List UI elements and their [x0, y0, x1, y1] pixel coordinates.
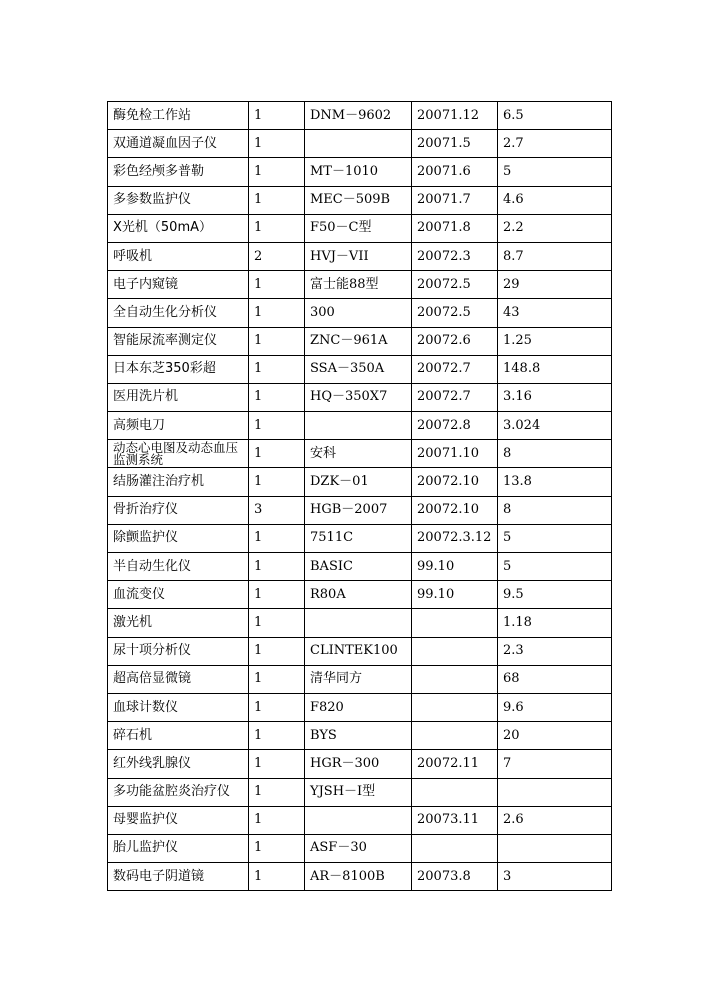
equipment-name-cell: 彩色经颅多普勒	[108, 158, 249, 186]
date-cell: 20071.6	[412, 158, 498, 186]
equipment-name-cell: 血流变仪	[108, 581, 249, 609]
table-row	[108, 412, 612, 440]
date-cell: 20072.5	[412, 299, 498, 327]
model-cell: SSA－350A	[305, 355, 412, 383]
quantity-cell: 1	[249, 468, 305, 496]
equipment-name-cell: 结肠灌注治疗机	[108, 468, 249, 496]
quantity-cell: 1	[249, 383, 305, 411]
quantity-cell: 1	[249, 355, 305, 383]
model-cell	[305, 806, 412, 834]
equipment-name-cell: 多参数监护仪	[108, 186, 249, 214]
equipment-name-cell: 酶免检工作站	[108, 102, 249, 130]
table-row	[108, 806, 612, 834]
price-cell: 68	[498, 665, 612, 693]
quantity-cell: 1	[249, 130, 305, 158]
table-row	[108, 186, 612, 214]
table-row	[108, 102, 612, 130]
table-row	[108, 778, 612, 806]
model-cell: F50－C型	[305, 214, 412, 242]
date-cell: 20071.10	[412, 440, 498, 468]
equipment-name-cell: 胎儿监护仪	[108, 834, 249, 862]
table-row	[108, 665, 612, 693]
date-cell: 20072.8	[412, 412, 498, 440]
price-cell: 2.2	[498, 214, 612, 242]
date-cell: 20072.3.12	[412, 524, 498, 552]
quantity-cell: 1	[249, 834, 305, 862]
date-cell: 20072.11	[412, 750, 498, 778]
equipment-name-cell: 动态心电图及动态血压监测系统	[108, 440, 249, 468]
date-cell: 20071.7	[412, 186, 498, 214]
quantity-cell: 1	[249, 665, 305, 693]
model-cell: ASF－30	[305, 834, 412, 862]
price-cell: 3	[498, 863, 612, 891]
quantity-cell: 1	[249, 327, 305, 355]
equipment-name-cell: 医用洗片机	[108, 383, 249, 411]
table-row	[108, 581, 612, 609]
price-cell: 8	[498, 440, 612, 468]
price-cell: 1.18	[498, 609, 612, 637]
quantity-cell: 1	[249, 214, 305, 242]
quantity-cell: 1	[249, 581, 305, 609]
equipment-name-cell: 智能尿流率测定仪	[108, 327, 249, 355]
equipment-name-cell: 除颤监护仪	[108, 524, 249, 552]
price-cell: 8.7	[498, 242, 612, 270]
model-cell: 300	[305, 299, 412, 327]
model-cell: CLINTEK100	[305, 637, 412, 665]
quantity-cell: 1	[249, 863, 305, 891]
price-cell: 5	[498, 553, 612, 581]
table-row	[108, 130, 612, 158]
date-cell	[412, 637, 498, 665]
quantity-cell: 1	[249, 750, 305, 778]
date-cell	[412, 609, 498, 637]
price-cell: 5	[498, 524, 612, 552]
price-cell: 148.8	[498, 355, 612, 383]
price-cell: 3.16	[498, 383, 612, 411]
table-row	[108, 863, 612, 891]
table-row	[108, 609, 612, 637]
table-row	[108, 383, 612, 411]
model-cell: DNM－9602	[305, 102, 412, 130]
equipment-name-cell: 激光机	[108, 609, 249, 637]
model-cell: AR－8100B	[305, 863, 412, 891]
table-row	[108, 468, 612, 496]
equipment-name-cell: 电子内窥镜	[108, 271, 249, 299]
equipment-name-cell: 全自动生化分析仪	[108, 299, 249, 327]
equipment-name-cell: 母婴监护仪	[108, 806, 249, 834]
quantity-cell: 1	[249, 553, 305, 581]
equipment-name-cell: 多功能盆腔炎治疗仪	[108, 778, 249, 806]
quantity-cell: 1	[249, 806, 305, 834]
date-cell	[412, 778, 498, 806]
date-cell: 20072.3	[412, 242, 498, 270]
quantity-cell: 1	[249, 524, 305, 552]
price-cell: 9.5	[498, 581, 612, 609]
date-cell: 20071.5	[412, 130, 498, 158]
model-cell: HQ－350X7	[305, 383, 412, 411]
date-cell	[412, 693, 498, 721]
price-cell: 43	[498, 299, 612, 327]
equipment-name-cell: 超高倍显微镜	[108, 665, 249, 693]
table-row	[108, 158, 612, 186]
equipment-name-cell: 骨折治疗仪	[108, 496, 249, 524]
model-cell: HVJ－VII	[305, 242, 412, 270]
table-row	[108, 524, 612, 552]
equipment-name-cell: 双通道凝血因子仪	[108, 130, 249, 158]
model-cell: 清华同方	[305, 665, 412, 693]
price-cell: 20	[498, 722, 612, 750]
equipment-name-cell: 尿十项分析仪	[108, 637, 249, 665]
date-cell: 99.10	[412, 553, 498, 581]
model-cell: ZNC－961A	[305, 327, 412, 355]
quantity-cell: 1	[249, 186, 305, 214]
model-cell: BASIC	[305, 553, 412, 581]
price-cell: 29	[498, 271, 612, 299]
price-cell: 13.8	[498, 468, 612, 496]
quantity-cell: 1	[249, 609, 305, 637]
table-row	[108, 299, 612, 327]
quantity-cell: 1	[249, 412, 305, 440]
model-cell: MEC－509B	[305, 186, 412, 214]
price-cell	[498, 778, 612, 806]
quantity-cell: 1	[249, 778, 305, 806]
price-cell: 3.024	[498, 412, 612, 440]
price-cell: 9.6	[498, 693, 612, 721]
price-cell: 8	[498, 496, 612, 524]
date-cell	[412, 722, 498, 750]
price-cell: 7	[498, 750, 612, 778]
table-row	[108, 722, 612, 750]
date-cell: 20073.11	[412, 806, 498, 834]
equipment-name-cell: 高频电刀	[108, 412, 249, 440]
table-row	[108, 271, 612, 299]
quantity-cell: 1	[249, 102, 305, 130]
date-cell: 20072.10	[412, 468, 498, 496]
equipment-name-cell: 红外线乳腺仪	[108, 750, 249, 778]
equipment-name-cell: 日本东芝350彩超	[108, 355, 249, 383]
equipment-name-cell: 血球计数仪	[108, 693, 249, 721]
quantity-cell: 1	[249, 299, 305, 327]
price-cell: 2.7	[498, 130, 612, 158]
equipment-name-cell: 半自动生化仪	[108, 553, 249, 581]
date-cell: 20072.6	[412, 327, 498, 355]
table-body	[108, 102, 612, 891]
date-cell: 20073.8	[412, 863, 498, 891]
date-cell: 20072.7	[412, 355, 498, 383]
table-row	[108, 242, 612, 270]
equipment-table	[107, 101, 612, 891]
table-row	[108, 327, 612, 355]
table-row	[108, 496, 612, 524]
table-row	[108, 440, 612, 468]
quantity-cell: 1	[249, 440, 305, 468]
equipment-name-cell: 呼吸机	[108, 242, 249, 270]
model-cell: HGB－2007	[305, 496, 412, 524]
equipment-name-cell: X光机（50mA）	[108, 214, 249, 242]
table-row	[108, 750, 612, 778]
price-cell: 2.6	[498, 806, 612, 834]
date-cell: 20072.7	[412, 383, 498, 411]
date-cell	[412, 665, 498, 693]
model-cell: HGR－300	[305, 750, 412, 778]
quantity-cell: 1	[249, 158, 305, 186]
table-row	[108, 693, 612, 721]
model-cell: R80A	[305, 581, 412, 609]
quantity-cell: 1	[249, 271, 305, 299]
model-cell: YJSH－I型	[305, 778, 412, 806]
quantity-cell: 1	[249, 637, 305, 665]
model-cell: DZK－01	[305, 468, 412, 496]
quantity-cell: 2	[249, 242, 305, 270]
table-row	[108, 834, 612, 862]
model-cell	[305, 412, 412, 440]
quantity-cell: 1	[249, 693, 305, 721]
table-row	[108, 637, 612, 665]
equipment-name-cell: 数码电子阴道镜	[108, 863, 249, 891]
price-cell	[498, 834, 612, 862]
table-row	[108, 214, 612, 242]
model-cell: 7511C	[305, 524, 412, 552]
date-cell	[412, 834, 498, 862]
equipment-name-cell: 碎石机	[108, 722, 249, 750]
quantity-cell: 3	[249, 496, 305, 524]
date-cell: 20072.5	[412, 271, 498, 299]
quantity-cell: 1	[249, 722, 305, 750]
model-cell	[305, 130, 412, 158]
price-cell: 4.6	[498, 186, 612, 214]
date-cell: 20072.10	[412, 496, 498, 524]
model-cell: MT－1010	[305, 158, 412, 186]
model-cell: BYS	[305, 722, 412, 750]
price-cell: 6.5	[498, 102, 612, 130]
price-cell: 5	[498, 158, 612, 186]
price-cell: 1.25	[498, 327, 612, 355]
price-cell: 2.3	[498, 637, 612, 665]
model-cell: 富士能88型	[305, 271, 412, 299]
model-cell	[305, 609, 412, 637]
date-cell: 20071.12	[412, 102, 498, 130]
model-cell: F820	[305, 693, 412, 721]
model-cell: 安科	[305, 440, 412, 468]
table-row	[108, 553, 612, 581]
date-cell: 99.10	[412, 581, 498, 609]
date-cell: 20071.8	[412, 214, 498, 242]
table-row	[108, 355, 612, 383]
